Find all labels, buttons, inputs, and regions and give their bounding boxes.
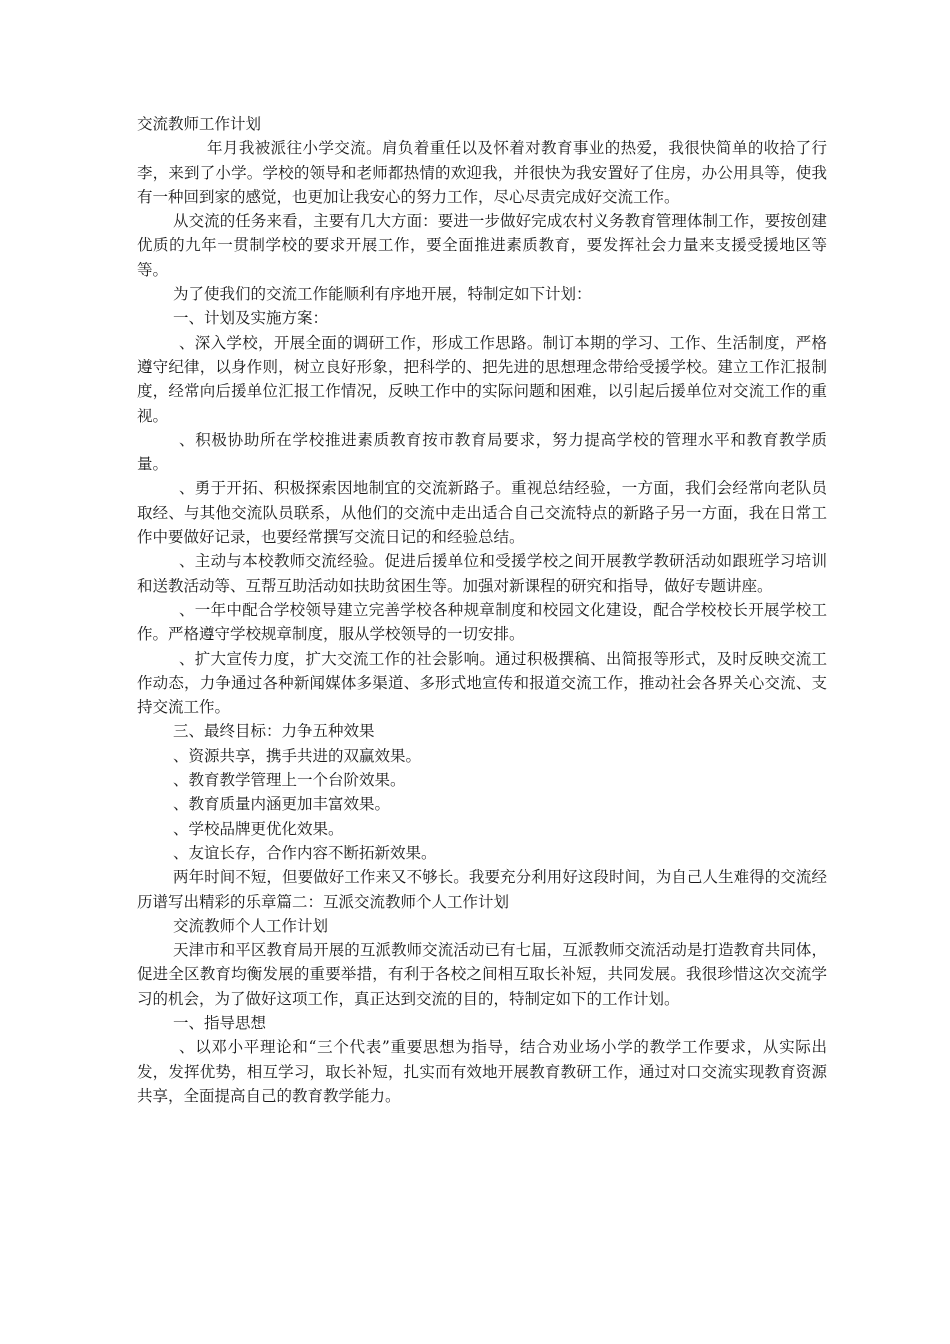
goal-item: 、学校品牌更优化效果。	[173, 819, 344, 838]
section-heading-goals: 三、最终目标：力争五种效果	[173, 722, 375, 741]
paragraph-plan-intro: 为了使我们的交流工作能顺利有序地开展，特制定如下计划：	[173, 285, 592, 304]
guiding-item: 、以邓小平理论和“三个代表”重要思想为指导，结合劝业场小学的教学工作要求，从实际出发，发挥优势，相互学习，取长补短，扎实而有效地开展教育教研工作，通过对口交流实现教育资源共享，全面提高自己的教育教学能力。	[137, 1038, 827, 1105]
plan-item: 、深入学校，开展全面的调研工作，形成工作思路。制订本期的学习、工作、生活制度，严格遵守纪律，以身作则，树立良好形象，把科学的、把先进的思想理念带给受援学校。建立工作汇报制度，经常向后援单位汇报工作情况，反映工作中的实际问题和困难，以引起后援单位对交流工作的重视。	[137, 333, 827, 425]
goal-item: 、资源共享，携手共进的双赢效果。	[173, 746, 422, 765]
paragraph-conclusion: 两年时间不短，但要做好工作来又不够长。我要充分利用好这段时间，为自己人生难得的交流经历谱写出精彩的乐章篇二：互派交流教师个人工作计划	[137, 868, 827, 911]
plan-item: 、勇于开拓、积极探索因地制宜的交流新路子。重视总结经验，一方面，我们会经常向老队员取经、与其他交流队员联系，从他们的交流中走出适合自己交流特点的新路子另一方面，我在日常工作中要做好记录，也要经常撰写交流日记的和经验总结。	[137, 479, 827, 547]
document-title: 交流教师工作计划	[137, 115, 262, 133]
plan-item: 、一年中配合学校领导建立完善学校各种规章制度和校园文化建设，配合学校校长开展学校工作。严格遵守学校规章制度，服从学校领导的一切安排。	[137, 600, 827, 644]
section-title-personal-plan: 交流教师个人工作计划	[173, 916, 329, 935]
plan-item: 、扩大宣传力度，扩大交流工作的社会影响。通过积极撰稿、出简报等形式，及时反映交流工作动态，力争通过各种新闻媒体多渠道、多形式地宣传和报道交流工作，推动社会各界关心交流、支持交流工作。	[137, 649, 827, 717]
goal-item: 、教育教学管理上一个台阶效果。	[173, 771, 406, 790]
section-heading-plan: 一、计划及实施方案：	[173, 309, 329, 328]
plan-item: 、主动与本校教师交流经验。促进后援单位和受援学校之间开展教学教研活动如跟班学习培训和送教活动等、互帮互助活动如扶助贫困生等。加强对新课程的研究和指导，做好专题讲座。	[137, 552, 827, 595]
paragraph-tianjin: 天津市和平区教育局开展的互派教师交流活动已有七届，互派教师交流活动是打造教育共同体，促进全区教育均衡发展的重要举措，有利于各校之间相互取长补短，共同发展。我很珍惜这次交流学习的机会，为了做好这项工作，真正达到交流的目的，特制定如下的工作计划。	[137, 941, 827, 1008]
plan-item: 、积极协助所在学校推进素质教育按市教育局要求，努力提高学校的管理水平和教育教学质量。	[137, 430, 827, 474]
goal-item: 、教育质量内涵更加丰富效果。	[173, 795, 391, 814]
section-heading-guiding-ideology: 一、指导思想	[173, 1013, 267, 1032]
paragraph-intro: 年月我被派往小学交流。肩负着重任以及怀着对教育事业的热爱，我很快简单的收拾了行李，来到了小学。学校的领导和老师都热情的欢迎我，并很快为我安置好了住房，办公用具等，使我有一种回到家的感觉，也更加让我安心的努力工作，尽心尽责完成好交流工作。	[137, 139, 827, 206]
document-body	[137, 112, 827, 1108]
paragraph-tasks: 从交流的任务来看，主要有几大方面：要进一步做好完成农村义务教育管理体制工作，要按创建优质的九年一贯制学校的要求开展工作，要全面推进素质教育，要发挥社会力量来支援受援地区等等。	[137, 212, 827, 279]
goal-item: 、友谊长存，合作内容不断拓新效果。	[173, 843, 437, 862]
